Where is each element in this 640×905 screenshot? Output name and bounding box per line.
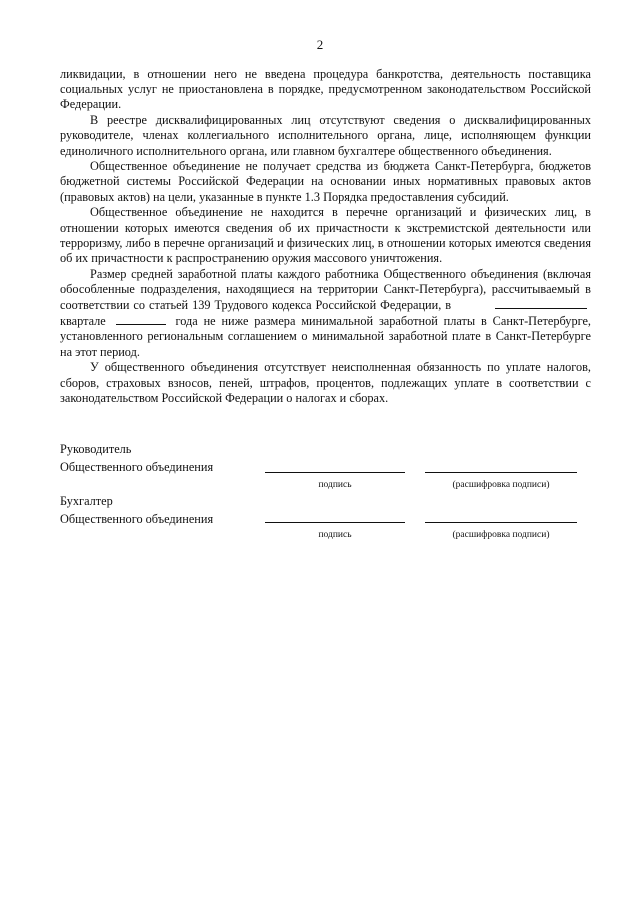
head-organization-label: Общественного объединения bbox=[60, 460, 214, 474]
paragraph-liquidation: ликвидации, в отношении него не введена процедура банкротства, деятельность поставщика социальных услуг не приостановлена в порядке, предусмотренном законодательством Российской Федерации. bbox=[60, 67, 591, 112]
paragraph-no-tax-debt: У общественного объединения отсутствует неисполненная обязанность по уплате налогов, сборов, страховых взносов, пеней, штрафов, процентов, подлежащих уплате в соответствии с законодательством Российской Федерации о налогах и сборах. bbox=[60, 360, 591, 405]
accountant-role-label: Бухгалтер bbox=[60, 494, 113, 508]
head-decryption-line[interactable] bbox=[425, 472, 577, 473]
year-blank[interactable] bbox=[116, 313, 166, 325]
salary-prefix-text: в bbox=[445, 298, 452, 313]
paragraph-budget-funds: Общественное объединение не получает средства из бюджета Санкт-Петербурга, бюджетов бюджетной системы Российской Федерации на основании иных нормативных правовых актов (правовых актов) на цели, указанные в пункте 1.3 Порядка предоставления субсидий. bbox=[60, 159, 591, 204]
head-signature-caption: подпись bbox=[318, 480, 352, 490]
salary-quarter-word: квартале bbox=[60, 314, 106, 329]
accountant-signature-line[interactable] bbox=[265, 522, 405, 523]
head-decryption-caption: (расшифровка подписи) bbox=[452, 480, 550, 490]
accountant-signature-caption: подпись bbox=[318, 530, 352, 540]
paragraph-extremism-list: Общественное объединение не находится в перечне организаций и физических лиц, в отношении которых имеются сведения об их причастности к экстремистской деятельности или терроризму, либо в перечне организаций и физических лиц, в отношении которых имеются сведения об их причастности к распространению оружия массового уничтожения. bbox=[60, 205, 591, 265]
accountant-decryption-caption: (расшифровка подписи) bbox=[452, 530, 550, 540]
paragraph-disqualified-registry: В реестре дисквалифицированных лиц отсутствуют сведения о дисквалифицированных руководителе, членах коллегиального исполнительного органа, лице, исполняющем функции единоличного исполнительного органа, или главном бухгалтере общественного объединения. bbox=[60, 113, 591, 158]
head-signature-line[interactable] bbox=[265, 472, 405, 473]
quarter-number-blank[interactable] bbox=[495, 297, 587, 309]
paragraph-average-salary bbox=[60, 267, 591, 360]
salary-year-text: года не ниже размера минимальной заработной платы в Санкт-Петербурге, установленного региональным соглашением о минимальной заработной плате в Санкт-Петербурге на этот период. bbox=[60, 314, 592, 359]
accountant-decryption-line[interactable] bbox=[425, 522, 577, 523]
salary-intro-text: Размер средней заработной платы каждого работника Общественного объединения (включая обособленные подразделения, находящиеся на территории Санкт-Петербурга), рассчитываемый в соответствии со статьей 139 Трудового кодекса Российской Федерации, bbox=[60, 266, 591, 313]
accountant-organization-label: Общественного объединения bbox=[60, 512, 214, 526]
page-number: 2 bbox=[316, 37, 324, 52]
head-role-label: Руководитель bbox=[60, 442, 132, 456]
document-body bbox=[60, 67, 591, 406]
